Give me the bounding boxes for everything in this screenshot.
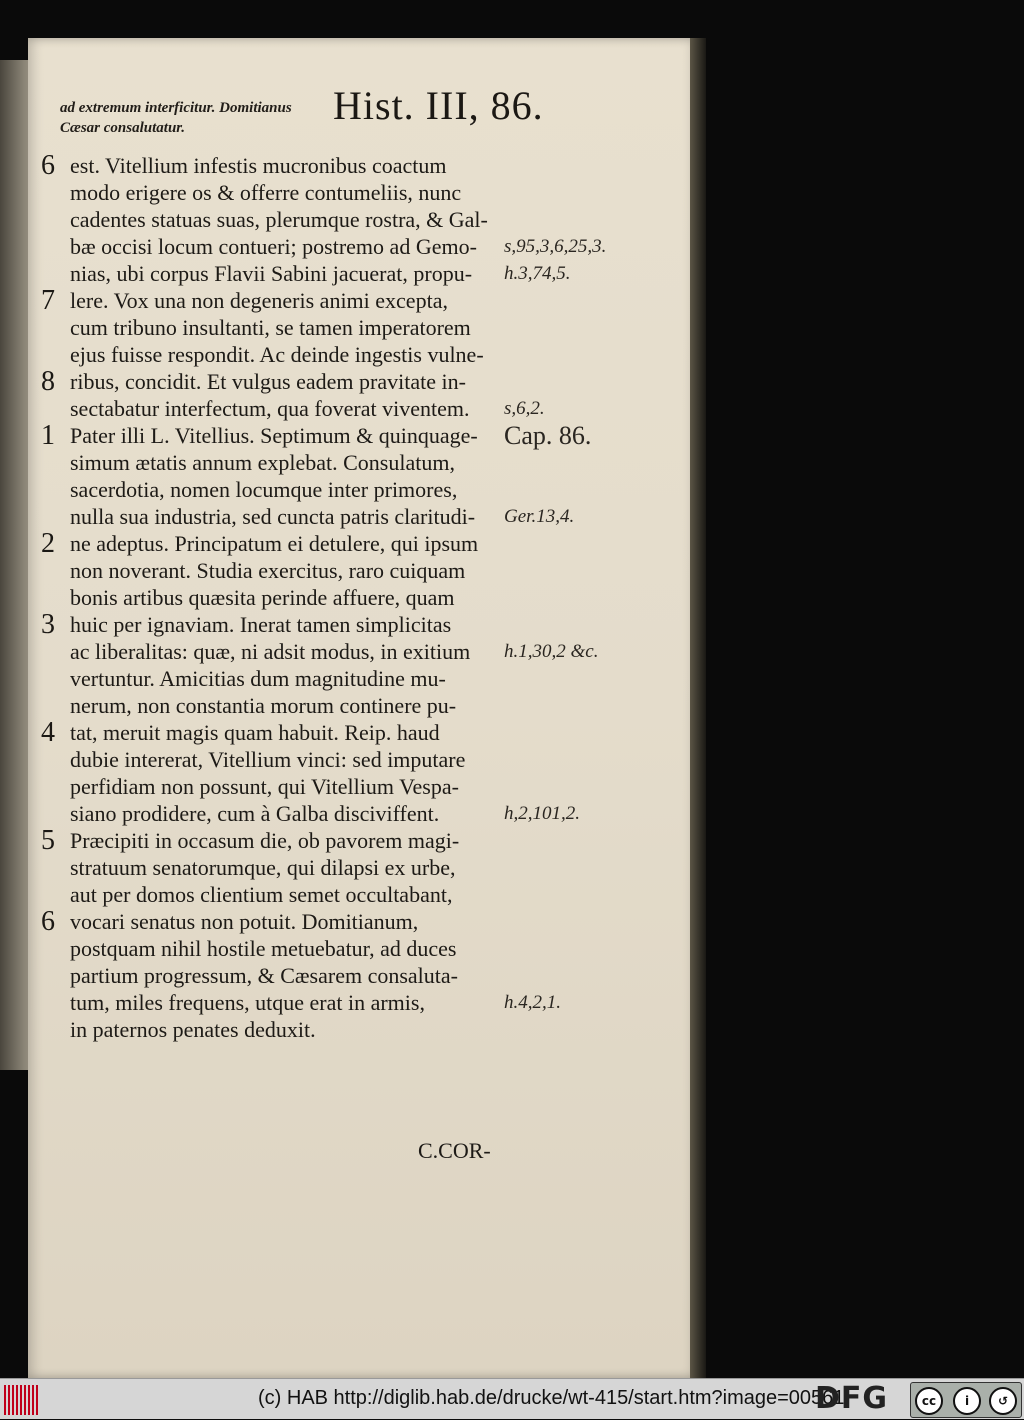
line-text: nulla sua industria, sed cuncta patris claritudi-: [70, 504, 476, 529]
line-text: perfidiam non possunt, qui Vitellium Vespa-: [70, 774, 459, 799]
text-line: [32, 233, 672, 260]
section-number: 1: [41, 420, 55, 451]
text-line: [32, 503, 672, 530]
text-line: [32, 719, 672, 746]
text-line: [32, 368, 672, 395]
section-number: 6: [41, 906, 55, 937]
line-text: in paternos penates deduxit.: [70, 1017, 316, 1042]
text-line: [32, 314, 672, 341]
text-line: [32, 935, 672, 962]
hab-logo-icon: [4, 1385, 40, 1415]
section-number: 2: [41, 528, 55, 559]
text-line: [32, 557, 672, 584]
text-line: [32, 638, 672, 665]
text-line: [32, 989, 672, 1016]
line-text: tat, meruit magis quam habuit. Reip. haud: [70, 720, 440, 745]
by-icon: i: [953, 1387, 981, 1415]
section-number: 5: [41, 825, 55, 856]
text-line: [32, 206, 672, 233]
text-line: [32, 881, 672, 908]
line-text: bonis artibus quæsita perinde affuere, quam: [70, 585, 455, 610]
marginal-note: s,6,2.: [504, 398, 545, 419]
marginal-note: h.3,74,5.: [504, 263, 571, 284]
line-text: sectabatur interfectum, qua foverat viventem.: [70, 396, 470, 421]
text-line: [32, 800, 672, 827]
text-line: [32, 746, 672, 773]
line-text: bæ occisi locum contueri; postremo ad Gemo-: [70, 234, 477, 259]
running-head: ad extremum interficitur. Domitianus Cæsar consalutatur.: [60, 100, 292, 136]
marginal-note: h.4,2,1.: [504, 992, 561, 1013]
line-text: vertuntur. Amicitias dum magnitudine mu-: [70, 666, 446, 691]
marginal-note: h,2,101,2.: [504, 803, 580, 824]
line-text: lere. Vox una non degeneris animi excepta,: [70, 288, 448, 313]
line-text: est. Vitellium infestis mucronibus coactum: [70, 153, 447, 178]
section-number: 3: [41, 609, 55, 640]
text-line: [32, 611, 672, 638]
text-line: [32, 152, 672, 179]
cc-icon: cc: [915, 1387, 943, 1415]
text-line: [32, 665, 672, 692]
page-edge-shadow: [690, 38, 706, 1378]
page-title: Hist. III, 86.: [333, 83, 544, 128]
text-block: [32, 152, 672, 1043]
line-text: ejus fuisse respondit. Ac deinde ingestis vulne-: [70, 342, 484, 367]
section-number: 7: [41, 285, 55, 316]
text-line: [32, 908, 672, 935]
text-line: [32, 287, 672, 314]
section-number: 8: [41, 366, 55, 397]
text-line: [32, 341, 672, 368]
line-text: non noverant. Studia exercitus, raro cuiquam: [70, 558, 466, 583]
copyright-url[interactable]: (c) HAB http://diglib.hab.de/drucke/wt-415/start.htm?image=00561: [258, 1387, 845, 1409]
text-line: [32, 260, 672, 287]
text-line: [32, 179, 672, 206]
line-text: vocari senatus non potuit. Domitianum,: [70, 909, 419, 934]
catchword: C.COR-: [418, 1138, 491, 1163]
line-text: modo erigere os & offerre contumeliis, nunc: [70, 180, 462, 205]
line-text: nias, ubi corpus Flavii Sabini jacuerat, propu-: [70, 261, 473, 286]
footer-bar: [0, 1378, 1024, 1419]
line-text: postquam nihil hostile metuebatur, ad duces: [70, 936, 457, 961]
text-line: [32, 692, 672, 719]
text-line: [32, 530, 672, 557]
section-number: 4: [41, 717, 55, 748]
text-line: [32, 476, 672, 503]
dfg-logo: DFG: [815, 1381, 889, 1416]
text-line: [32, 827, 672, 854]
line-text: partium progressum, & Cæsarem consaluta-: [70, 963, 458, 988]
line-text: huic per ignaviam. Inerat tamen simplicitas: [70, 612, 452, 637]
line-text: aut per domos clientium semet occultabant,: [70, 882, 453, 907]
marginal-note: Cap. 86.: [504, 421, 592, 450]
sa-icon: ↺: [989, 1387, 1017, 1415]
text-line: [32, 422, 672, 449]
text-line: [32, 395, 672, 422]
text-line: [32, 1016, 672, 1043]
line-text: siano prodidere, cum à Galba disciviffent.: [70, 801, 440, 826]
line-text: ne adeptus. Principatum ei detulere, qui ipsum: [70, 531, 479, 556]
marginal-note: h.1,30,2 &c.: [504, 641, 599, 662]
text-line: [32, 854, 672, 881]
line-text: cadentes statuas suas, plerumque rostra, & Gal-: [70, 207, 488, 232]
marginal-note: Ger.13,4.: [504, 506, 575, 527]
line-text: simum ætatis annum explebat. Consulatum,: [70, 450, 455, 475]
line-text: ac liberalitas: quæ, ni adsit modus, in exitium: [70, 639, 471, 664]
line-text: Pater illi L. Vitellius. Septimum & quinquage-: [70, 423, 478, 448]
line-text: Præcipiti in occasum die, ob pavorem magi-: [70, 828, 460, 853]
text-line: [32, 584, 672, 611]
line-text: tum, miles frequens, utque erat in armis,: [70, 990, 425, 1015]
line-text: dubie intererat, Vitellium vinci: sed imputare: [70, 747, 466, 772]
cc-license-icon[interactable]: [910, 1382, 1022, 1418]
line-text: stratuum senatorumque, qui dilapsi ex urbe,: [70, 855, 456, 880]
line-text: cum tribuno insultanti, se tamen imperatorem: [70, 315, 471, 340]
text-line: [32, 449, 672, 476]
text-line: [32, 773, 672, 800]
text-line: [32, 962, 672, 989]
line-text: sacerdotia, nomen locumque inter primores,: [70, 477, 458, 502]
line-text: nerum, non constantia morum continere pu-: [70, 693, 457, 718]
line-text: ribus, concidit. Et vulgus eadem pravitate in-: [70, 369, 466, 394]
marginal-note: s,95,3,6,25,3.: [504, 236, 607, 257]
section-number: 6: [41, 150, 55, 181]
